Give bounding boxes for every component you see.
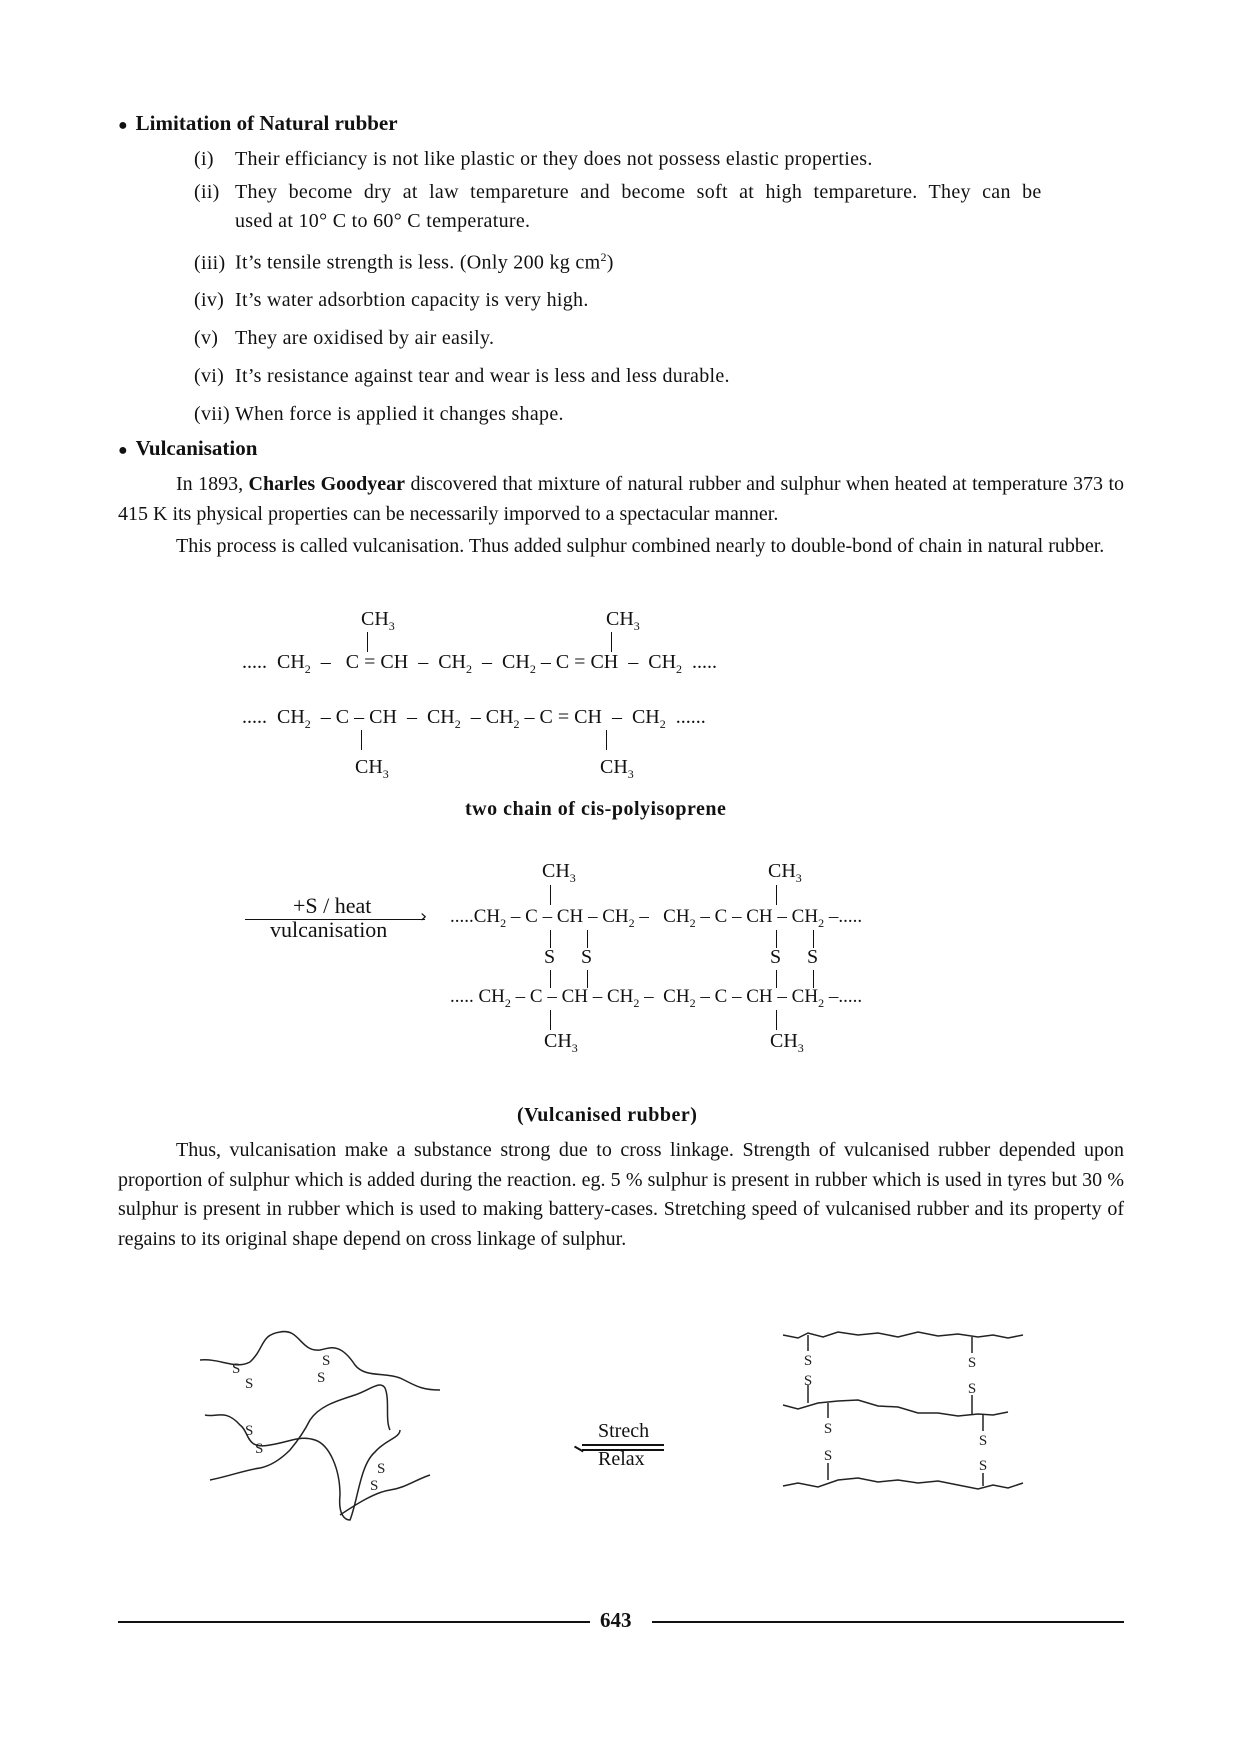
sulphur-label: S (317, 1370, 326, 1386)
bond-line (367, 632, 368, 652)
sulphur-label: S (803, 1373, 813, 1389)
sulphur-label: S (232, 1361, 241, 1377)
methyl-label: $CH_3$ (606, 608, 640, 633)
sulphur-label: S (967, 1355, 977, 1371)
sulphur-label: S (544, 946, 556, 968)
methyl-label: $CH_3$ (768, 860, 802, 885)
polymer-chain-line (210, 1385, 390, 1480)
bullet-icon: ● (118, 442, 128, 459)
methyl-label: $CH_3$ (361, 608, 395, 633)
reaction-condition-bottom: vulcanisation (270, 917, 388, 942)
chem-structure-cis-polyisoprene (240, 608, 840, 783)
sulphur-label: S (245, 1376, 254, 1392)
arrow-head-icon: › (420, 906, 428, 927)
sulphur-label: S (978, 1458, 988, 1474)
relax-label: Relax (598, 1448, 645, 1470)
figure-stretched-rubber (778, 1323, 1038, 1523)
sulphur-label: S (823, 1421, 833, 1437)
limitation-list (194, 145, 1124, 429)
arrow-line-right (582, 1444, 664, 1446)
bond-line (361, 730, 362, 750)
chem-structure-vulcanised-rubber (450, 860, 970, 1065)
list-item-continuation: used at 10° C to 60° C temperature. (235, 210, 531, 232)
sulphur-label: S (255, 1441, 264, 1457)
footer-rule-right (652, 1621, 1124, 1623)
sulphur-label: S (245, 1423, 254, 1439)
paragraph-goodyear: In 1893, Charles Goodyear discovered that mixture of natural rubber and sulphur when heated at temperature 373 to 415 K its physical properties can be necessarily imporved to a spectacular manner. (118, 473, 1124, 525)
sulphur-label: S (803, 1353, 813, 1369)
sulphur-label: S (978, 1433, 988, 1449)
list-item: (iii) It’s tensile strength is less. (Only 200 kg $cm^2$) (194, 250, 614, 274)
methyl-label: $CH_3$ (542, 860, 576, 885)
polymer-chain-line (783, 1400, 1008, 1416)
reaction-arrow (245, 895, 440, 945)
list-item: (vii) When force is applied it changes shape. (194, 402, 564, 425)
methyl-label: $CH_3$ (355, 756, 389, 781)
reaction-condition-top: +S / heat (293, 893, 372, 918)
sulphur-label: S (377, 1461, 386, 1477)
list-item: (ii) They become dry at law tempareture and become soft at high tempareture. They can be (194, 181, 1042, 203)
bond-line (776, 885, 777, 905)
list-item: (i) Their efficiancy is not like plastic or they does not possess elastic properties. (194, 148, 873, 170)
bond-line (611, 632, 612, 652)
caption-vulcanised-rubber: (Vulcanised rubber) (517, 1104, 698, 1126)
methyl-label: $CH_3$ (600, 756, 634, 781)
list-item: (v) They are oxidised by air easily. (194, 326, 495, 349)
sulphur-label: S (967, 1381, 977, 1397)
stretch-relax-arrows (570, 1420, 680, 1480)
paragraph-process: This process is called vulcanisation. Thus added sulphur combined nearly to double-bond of chain in natural rubber. (176, 535, 1105, 557)
methyl-label: $CH_3$ (544, 1030, 578, 1055)
section-heading-limitation: ● Limitation of Natural rubber (118, 111, 398, 135)
stretch-label: Strech (598, 1420, 650, 1442)
polymer-chain-line (205, 1415, 400, 1520)
page-number: 643 (600, 1608, 632, 1632)
bond-line (550, 885, 551, 905)
bond-line (606, 730, 607, 750)
list-item: (vi) It’s resistance against tear and wear is less and less durable. (194, 364, 730, 387)
bond-line (776, 1010, 777, 1030)
sulphur-label: S (823, 1448, 833, 1464)
bullet-icon: ● (118, 117, 128, 134)
section-heading-vulcanisation: ● Vulcanisation (118, 436, 258, 460)
polymer-chain-line (783, 1332, 1023, 1338)
sulphur-label: S (581, 946, 593, 968)
paragraph-cross-linkage: Thus, vulcanisation make a substance strong due to cross linkage. Strength of vulcanised rubber depended upon proportion of sulphur which is added during the reaction. eg. 5 % sulphur is present in rubber which is used in tyres but 30 % sulphur is present in rubber which is used to making battery-cases. Stretching speed of vulcanised rubber and its property of regains to its original shape depend on cross linkage of sulphur. (118, 1139, 1124, 1250)
polymer-chain-2: ..... $CH_2$ – C – CH – $CH_2 - CH_2$ – C = CH – $CH_2$ ...... (242, 706, 706, 731)
sulphur-label: S (370, 1478, 379, 1494)
vulcanised-chain-2: ..... $CH_2$ – C – CH – $CH_2 - CH_2$ – C – CH – $CH_2$ –..... (450, 986, 863, 1010)
sulphur-label: S (770, 946, 782, 968)
sulphur-label: S (322, 1353, 331, 1369)
polymer-chain-1: ..... $CH_2$ – C = CH – $CH_2 - CH_2$ – C = CH – $CH_2$ ..... (242, 651, 718, 676)
caption-cis-polyisoprene: two chain of cis-polyisoprene (465, 798, 727, 820)
vulcanised-chain-1: $.....CH_2$ – C – CH – $CH_2 - CH_2$ – C – CH – $CH_2$ –..... (450, 906, 863, 930)
sulphur-label: S (807, 946, 819, 968)
figure-relaxed-rubber (190, 1320, 450, 1530)
list-item: (iv) It’s water adsorbtion capacity is very high. (194, 288, 589, 311)
methyl-label: $CH_3$ (770, 1030, 804, 1055)
bond-line (550, 1010, 551, 1030)
footer-rule-left (118, 1621, 590, 1623)
polymer-chain-line (783, 1478, 1023, 1489)
